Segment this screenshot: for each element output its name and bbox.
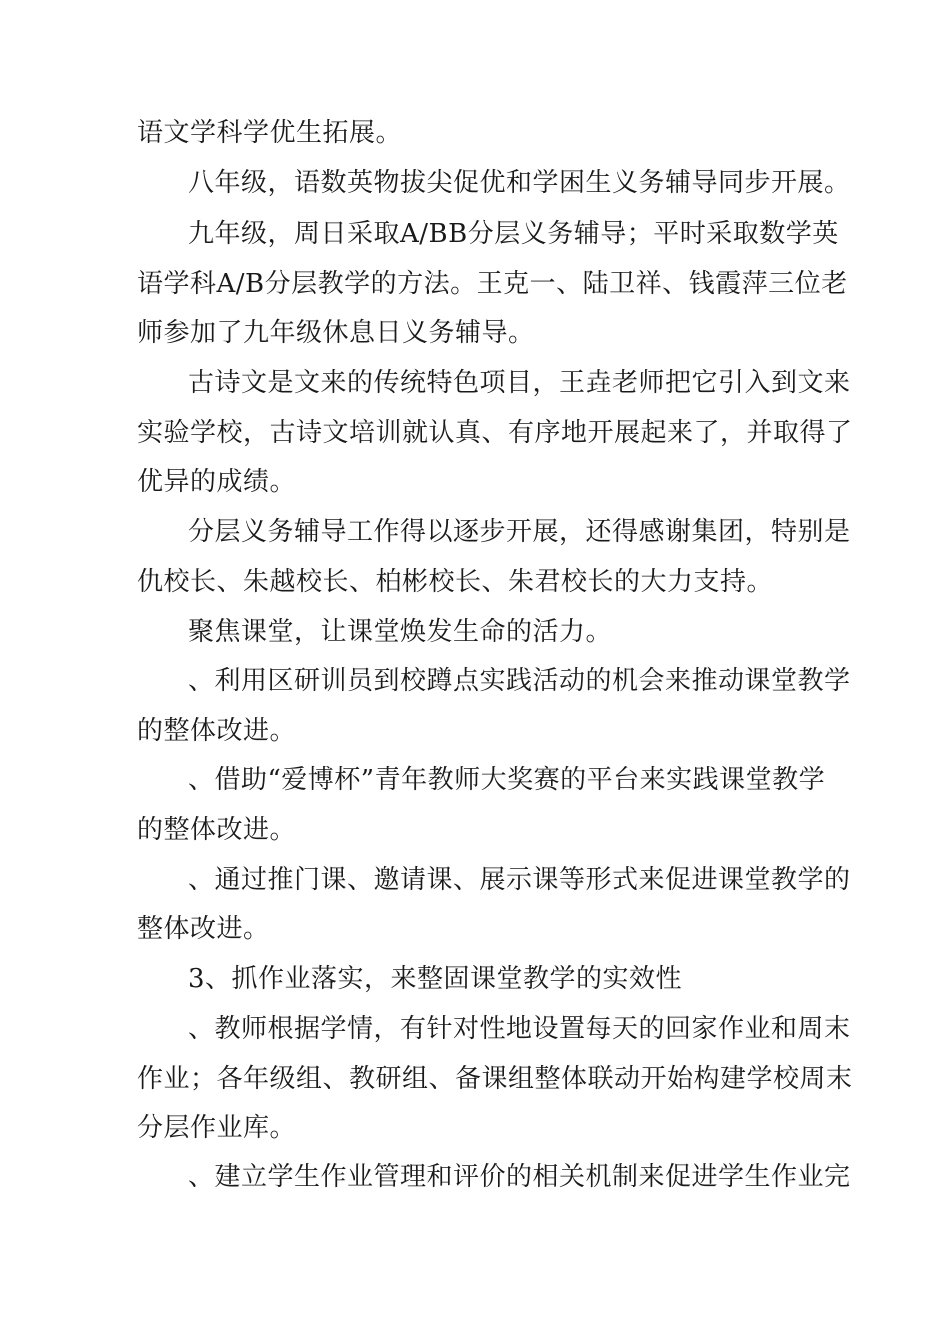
- text-line: 、通过推门课、邀请课、展示课等形式来促进课堂教学的: [188, 865, 851, 895]
- text-line: 语学科A/B分层教学的方法。王克一、陆卫祥、钱霞萍三位老: [137, 269, 848, 299]
- text-line: 优异的成绩。: [137, 467, 297, 497]
- text-line: 仇校长、朱越校长、柏彬校长、朱君校长的大力支持。: [137, 567, 774, 597]
- text-line: 分层作业库。: [137, 1113, 297, 1143]
- text-line: 、借助“爱博杯”青年教师大奖赛的平台来实践课堂教学: [188, 765, 826, 795]
- text-line: 聚焦课堂，让课堂焕发生命的活力。: [188, 617, 613, 647]
- text-line: 、教师根据学情，有针对性地设置每天的回家作业和周末: [188, 1014, 851, 1044]
- text-line: 分层义务辅导工作得以逐步开展，还得感谢集团，特别是: [188, 517, 851, 547]
- text-line: 整体改进。: [137, 914, 270, 944]
- text-line: 古诗文是文来的传统特色项目，王垚老师把它引入到文来: [188, 368, 851, 398]
- text-line: 实验学校，古诗文培训就认真、有序地开展起来了，并取得了: [137, 418, 853, 448]
- text-line: 九年级，周日采取A/BB分层义务辅导；平时采取数学英: [188, 219, 839, 249]
- text-line: 作业；各年级组、教研组、备课组整体联动开始构建学校周末: [137, 1064, 853, 1094]
- text-line: 、建立学生作业管理和评价的相关机制来促进学生作业完: [188, 1162, 851, 1192]
- text-line: 八年级，语数英物拔尖促优和学困生义务辅导同步开展。: [188, 168, 851, 198]
- text-line: 的整体改进。: [137, 815, 297, 845]
- text-line: 3、抓作业落实，来整固课堂教学的实效性: [188, 964, 683, 994]
- text-line: 语文学科学优生拓展。: [137, 118, 403, 148]
- text-line: 的整体改进。: [137, 716, 297, 746]
- text-line: 师参加了九年级休息日义务辅导。: [137, 318, 535, 348]
- text-line: 、利用区研训员到校蹲点实践活动的机会来推动课堂教学: [188, 666, 851, 696]
